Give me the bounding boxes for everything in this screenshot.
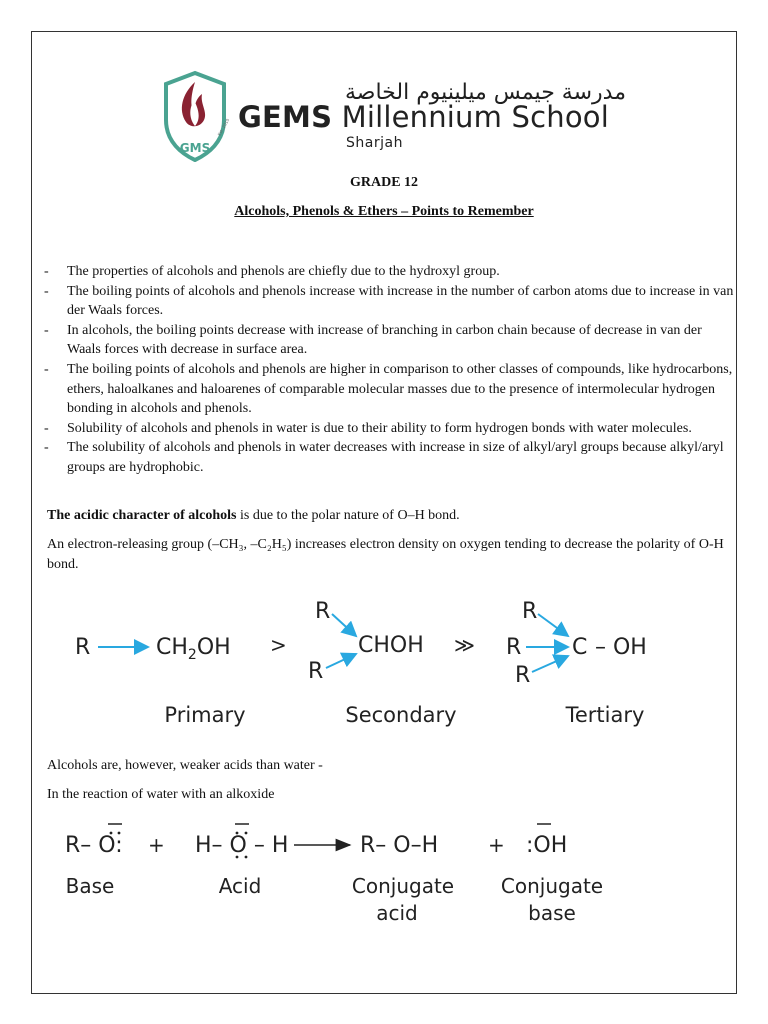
secondary-arrow-top <box>332 614 356 636</box>
reaction-diagram <box>60 820 660 930</box>
tertiary-r-top: R <box>522 599 538 624</box>
secondary-formula: CHOH <box>358 633 424 658</box>
label-tertiary: Tertiary <box>565 703 645 727</box>
document-title: Alcohols, Phenols & Ethers – Points to Remember <box>234 204 534 219</box>
school-name <box>238 100 609 134</box>
product-acid-formula: R– O–H <box>360 833 439 858</box>
school-name-rest: Millennium School <box>341 100 609 134</box>
acidic-character-paragraph: The acidic character of alcohols is due to the polar nature of O–H bond. <box>47 508 460 523</box>
label-base: Base <box>65 874 115 898</box>
base-formula: R– O: <box>65 833 123 858</box>
grade-heading: GRADE 12 <box>349 175 419 190</box>
acid-formula: H– O – H <box>195 833 289 858</box>
tertiary-arrow-top <box>538 614 568 636</box>
list-item: - In alcohols, the boiling points decrease with increase of branching in carbon chain because of decrease in van der Waals forces with decrease in surface area. <box>44 322 702 358</box>
label-conjugate-base-2: base <box>528 901 576 925</box>
list-item: - Solubility of alcohols and phenols in water is due to their ability to form hydrogen bonds with water molecules. <box>44 420 692 436</box>
logo-est: Est. 2010 <box>216 117 230 137</box>
label-conjugate-acid-1: Conjugate <box>351 874 455 898</box>
school-name-bold: GEMS <box>238 100 333 134</box>
school-city: Sharjah <box>346 135 403 151</box>
electron-releasing-paragraph: An electron-releasing group (–CH₃, –C₂H₅) increases electron density on oxygen tending to decrease the polarity of O-H bond. <box>47 537 724 572</box>
plus-1: + <box>148 833 165 857</box>
secondary-r-bottom: R <box>308 659 324 684</box>
points-list <box>44 262 734 478</box>
weaker-acids-paragraph: Alcohols are, however, weaker acids than water - <box>47 758 323 773</box>
tertiary-arrow-bottom <box>532 656 568 672</box>
list-item: - The properties of alcohols and phenols are chiefly due to the hydroxyl group. <box>44 264 500 279</box>
logo-text: GMS <box>179 141 211 155</box>
list-item: - The solubility of alcohols and phenols in water decreases with increase in size of alkyl/aryl groups because alkyl/aryl groups are hydrophobic. <box>44 440 724 475</box>
product-base-formula: :OH <box>526 833 568 858</box>
primary-r: R <box>75 635 91 660</box>
primary-formula: $CH_2OH$ <box>156 635 231 663</box>
label-acid: Acid <box>218 874 262 898</box>
plus-2: + <box>488 833 505 857</box>
label-conjugate-base-1: Conjugate <box>500 874 604 898</box>
school-name-arabic: مدرسة جيمس ميلينيوم الخاصة <box>345 80 626 105</box>
much-greater-than: ≫ <box>454 633 475 657</box>
reaction-intro-paragraph: In the reaction of water with an alkoxide <box>47 787 275 802</box>
list-item: - The boiling points of alcohols and phenols are higher in comparison to other classes of compounds, like hydrocarbons, ethers, haloalkanes and haloarenes of comparable molecular masses due to the presence of intermolecular hydrogen bonding in alcohols and phenols. <box>44 361 733 417</box>
tertiary-r-middle: R <box>506 635 522 660</box>
school-crest-logo <box>160 70 230 162</box>
acidity-order-diagram <box>60 592 690 737</box>
secondary-r-top: R <box>315 599 331 624</box>
tertiary-carbon: C <box>572 635 588 660</box>
label-secondary: Secondary <box>345 703 457 727</box>
greater-than-1: > <box>270 633 287 657</box>
tertiary-oh: – OH <box>595 635 647 660</box>
tertiary-r-bottom: R <box>515 663 531 688</box>
secondary-arrow-bottom <box>326 654 356 668</box>
label-primary: Primary <box>164 703 246 727</box>
list-item: - The boiling points of alcohols and phenols increase with increase in the number of carbon atoms due to increase in van der Waals forces. <box>44 283 734 319</box>
label-conjugate-acid-2: acid <box>376 901 418 925</box>
